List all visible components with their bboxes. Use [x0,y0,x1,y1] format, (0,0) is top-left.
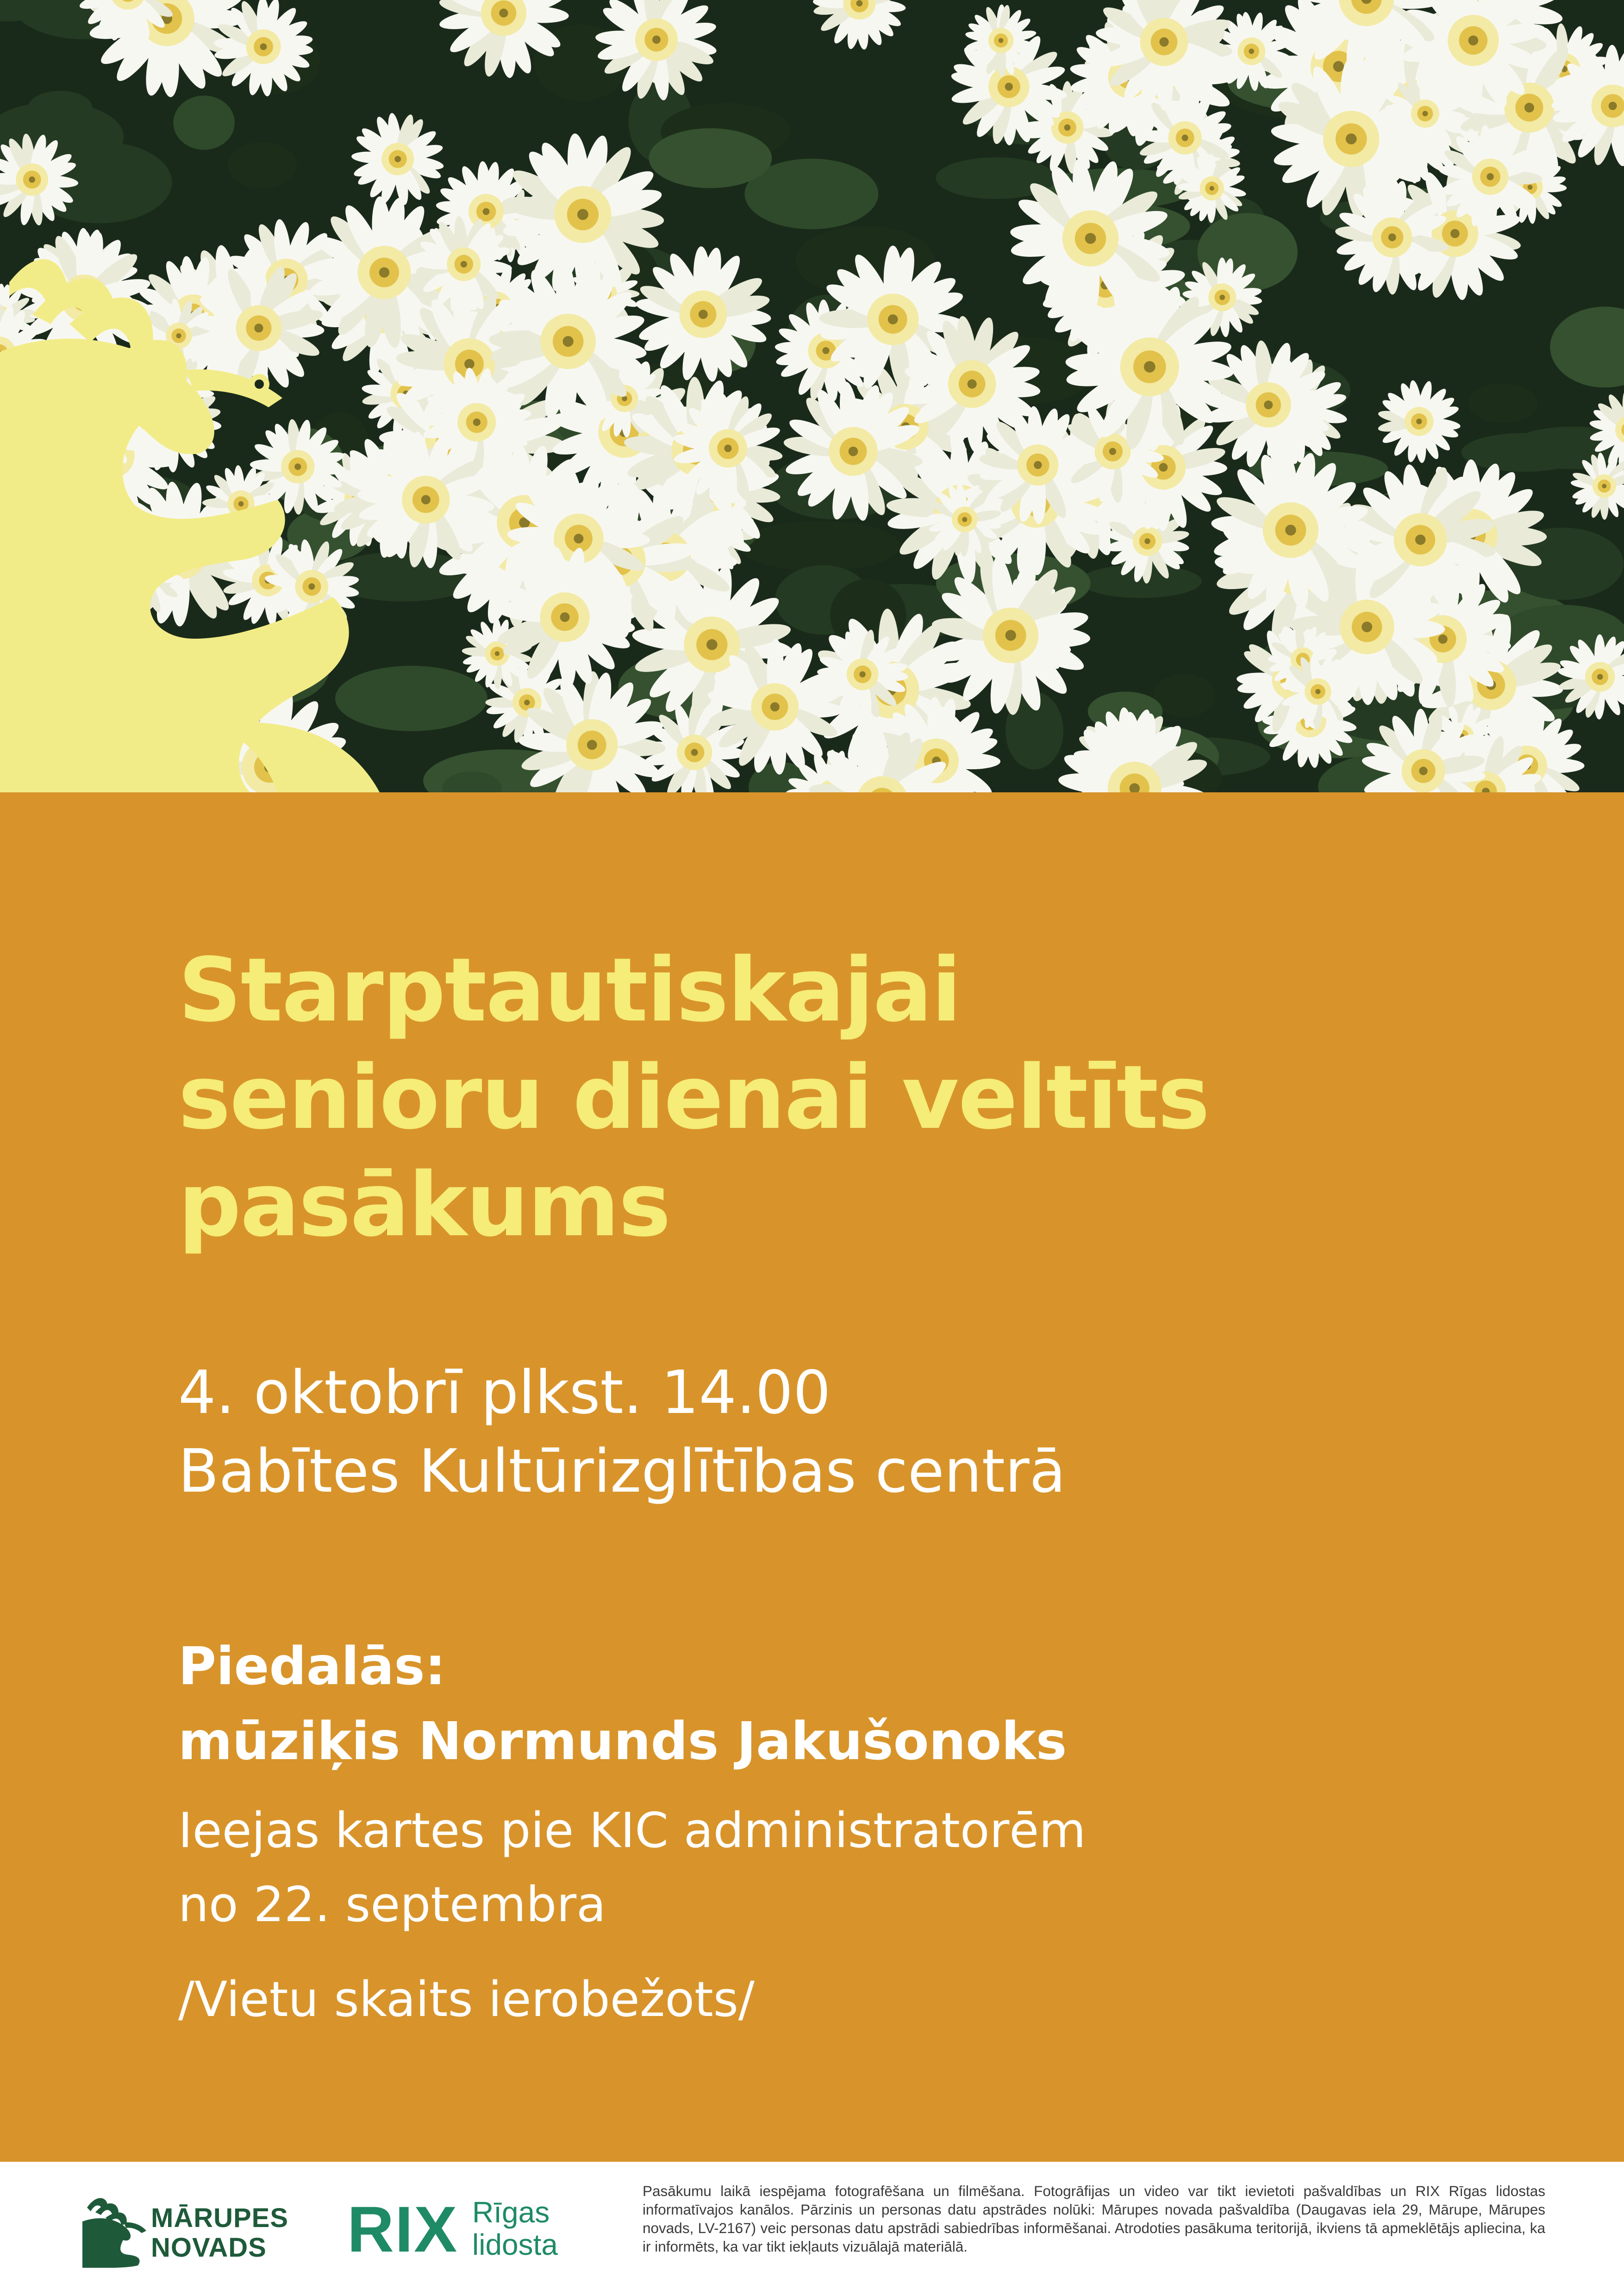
tickets-info [178,1793,1521,1941]
tickets-line-2: no 22. septembra [178,1876,606,1933]
marupe-logo [82,2189,305,2268]
privacy-disclaimer: Pasākumu laikā iespējama fotografēšana un filmēšana. Fotogrāfijas un video var tikt ievietoti pašvaldības un RIX Rīgas lidostas informatīvajos kanālos. Pārzinis un personas datu apstrādes nolūki: Mārupes novada pašvaldība (Daugavas iela 29, Mārupe, Mārupes novads, LV-2167) veic personas datu apstrādi sabiedrības informēšanai. Atrodoties pasākuma teritorijā, ikviens tā apmeklētājs apliecina, ka ir informēts, ka var tikt iekļauts vizuālajā materiālā. [643,2183,1545,2255]
participants-label: Piedalās: [178,1636,446,1697]
flower-photo [0,0,1624,792]
marupe-bird-icon [82,2189,147,2268]
rix-logo [347,2187,606,2270]
poster-title [178,937,1521,1259]
rix-subtitle-line-1: Rīgas [472,2196,550,2229]
flower [1377,380,1461,463]
bird-emblem-icon [0,0,417,792]
tickets-line-1: Ieejas kartes pie KIC administratorēm [178,1802,1086,1859]
rix-subtitle-line-2: lidosta [472,2228,558,2261]
title-line-3: pasākums [178,1154,670,1256]
event-details [178,1354,1521,1511]
rix-wordmark: RIX [347,2193,458,2265]
title-line-2: senioru dienai veltīts [178,1046,1209,1149]
limited-seats-note: /Vietu skaits ierobežots/ [178,1971,755,2028]
participant-name: mūziķis Normunds Jakušonoks [178,1711,1067,1772]
event-venue: Babītes Kultūrizglītības centrā [178,1437,1066,1506]
marupe-logo-line-2: NOVADS [151,2233,267,2263]
title-line-1: Starptautiskajai [178,939,961,1041]
flower [812,0,906,50]
participants-block [178,1629,1521,1779]
marupe-logo-line-1: MĀRUPES [151,2203,289,2233]
event-date-time: 4. oktobrī plkst. 14.00 [178,1358,831,1427]
